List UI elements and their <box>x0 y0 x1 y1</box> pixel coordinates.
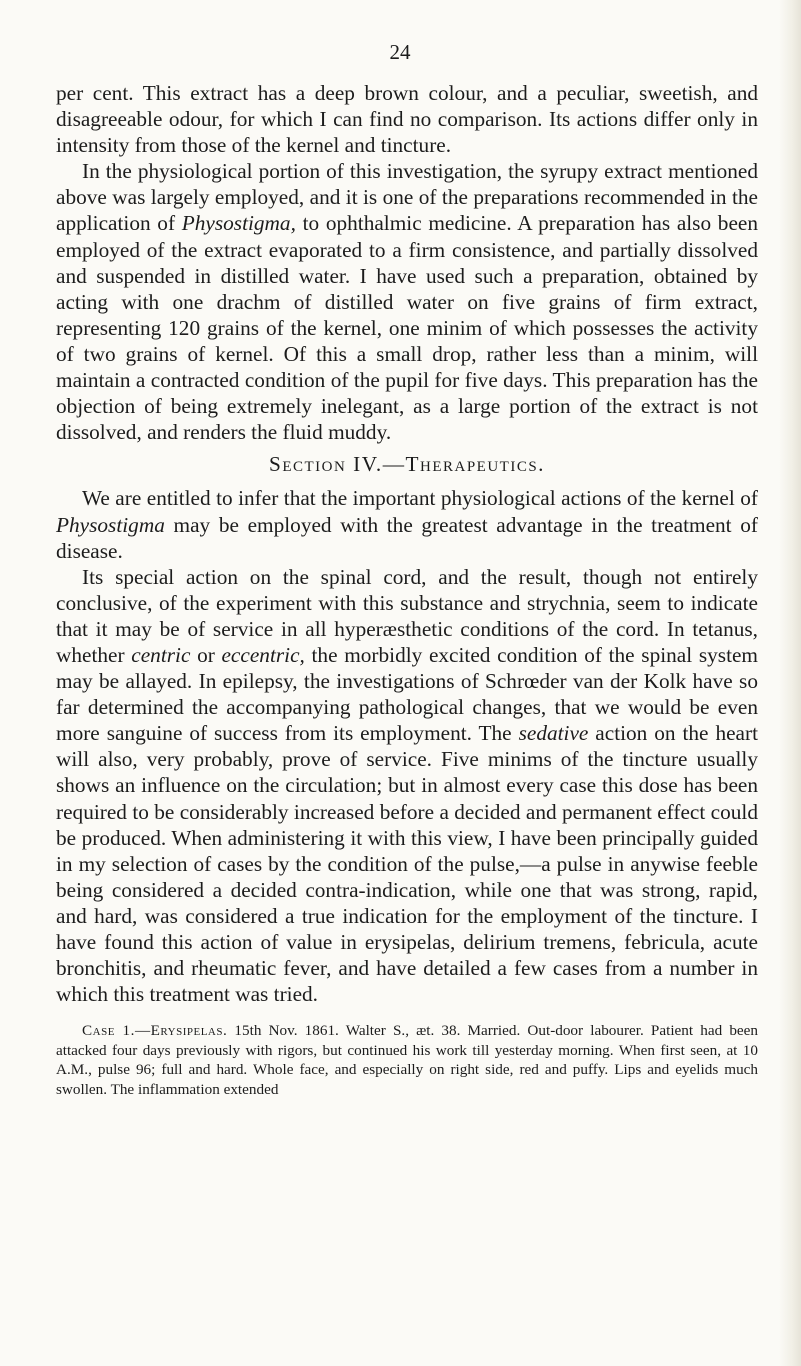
italic-term: Physostigma, <box>181 211 296 236</box>
paragraph-text: In the physiological portion of this investigation, the syrupy extract mentioned above was largely employed, and it is one of the preparations recommended in the application of <box>56 159 758 236</box>
paragraph-text: or <box>190 642 222 667</box>
page-edge-shadow <box>779 0 801 1366</box>
section-heading: Section IV.—Therapeutics. <box>268 452 545 477</box>
paragraph-text: Its special action on the spinal cord, and the result, though not entirely conclusive, of the experiment with this substance and strychnia, seem to indicate that it may be of service in all hyperæsthetic conditions of the cord. In tetanus, whether <box>56 564 758 667</box>
paragraph-text: action on the heart will also, very probably, prove of service. Five minims of the tincture usually shows an influence on the circulation; but in almost every case this dose has been required to be considerably increased before a decided and permanent effect could be produced. When administering it with this view, I have been principally guided in my selection of cases by the condition of the pulse,—a pulse in anywise feeble being considered a decided contra-indication, while one that was strong, rapid, and hard, was considered a true indication for the employment of the tincture. I have found this action of value in erysipelas, delirium tremens, febricula, acute bronchitis, and rheumatic fever, and have detailed a few cases from a number in which this treatment was tried. <box>56 721 759 1007</box>
paragraph-syrupy-extract <box>56 158 758 445</box>
paragraph-text: may be employed with the greatest advantage in the treatment of disease. <box>56 512 758 563</box>
paragraph-continuation: per cent. This extract has a deep brown colour, and a peculiar, sweetish, and disagreeable odour, for which I can find no comparison. Its actions differ only in intensity from those of the kernel and tincture. <box>56 81 758 158</box>
case-report <box>56 1021 758 1099</box>
paragraph-text: the morbidly excited condition of the spinal system may be allayed. In epilepsy, the investigations of Schrœder van der Kolk have so far determined the accompanying pathological changes, that we would be even more sanguine of success from its employment. The <box>56 642 759 746</box>
page-number: 24 <box>389 40 411 64</box>
italic-term: centric <box>131 642 191 667</box>
body-text <box>56 80 758 1100</box>
paragraph-text: We are entitled to infer that the important physiological actions of the kernel of <box>82 486 758 511</box>
paragraph-spinal-cord <box>56 564 758 1008</box>
case-label: Case 1.—Erysipelas. <box>82 1022 228 1040</box>
italic-term: sedative <box>518 721 589 746</box>
italic-term: eccentric, <box>221 642 305 667</box>
paragraph-physiological-actions <box>56 485 758 563</box>
paragraph-text: to ophthalmic medicine. A preparation has also been employed of the extract evaporated to a firm consistence, and partially dissolved and suspended in distilled water. I have used such a preparation, obtained by acting with one drachm of distilled water on five grains of firm extract, representing 120 grains of the kernel, one minim of which possesses the activity of two grains of kernel. Of this a small drop, rather less than a minim, will maintain a contracted condition of the pupil for five days. This preparation has the objection of being extremely inelegant, as a large portion of the extract is not dissolved, and renders the fluid muddy. <box>56 211 759 445</box>
case-text: 15th Nov. 1861. Walter S., æt. 38. Married. Out-door labourer. Patient had been attacked four days previously with rigors, but continued his work till yesterday morning. When first seen, at 10 A.M., pulse 96; full and hard. Whole face, and especially on right side, red and puffy. Lips and eyelids much swollen. The inflammation extended <box>56 1022 758 1099</box>
italic-term: Physostigma <box>56 512 165 537</box>
